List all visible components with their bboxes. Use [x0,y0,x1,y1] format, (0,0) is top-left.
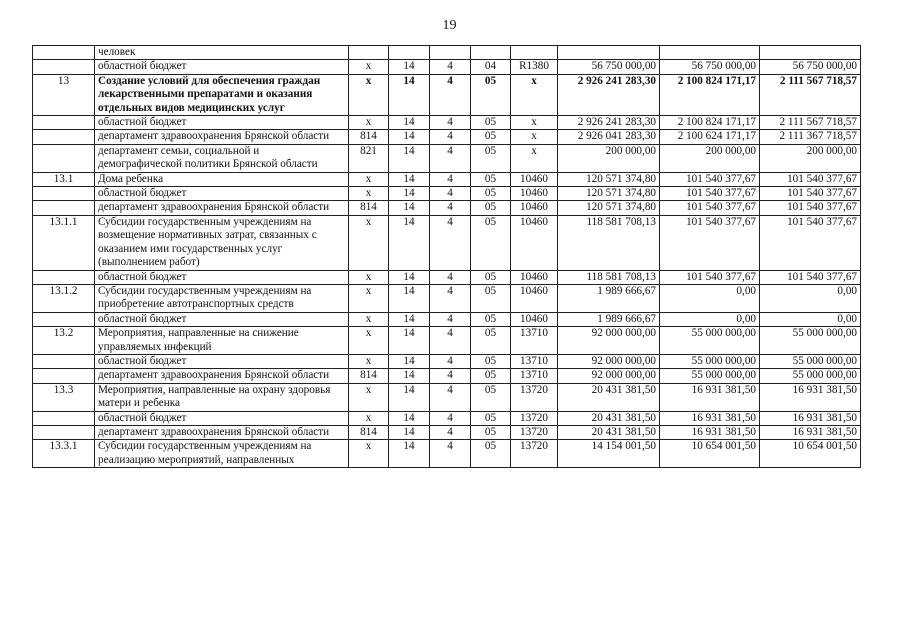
amount-year3-cell: 2 111 567 718,57 [760,116,861,130]
item-name-cell: областной бюджет [95,354,349,368]
item-number-cell [33,60,95,74]
admin-code-cell: 821 [349,144,389,172]
item-name-cell: Мероприятия, направленные на охрану здоровья матери и ребенка [95,383,349,411]
amount-year1-cell: 20 431 381,50 [558,425,660,439]
amount-year2-cell: 101 540 377,67 [660,270,760,284]
amount-year3-cell: 101 540 377,67 [760,201,861,215]
item-name-cell: Субсидии государственным учреждениям на реализацию мероприятий, направленных [95,440,349,468]
direction-code-cell: 10460 [511,187,558,201]
item-number-cell: 13 [33,74,95,115]
event-code-cell: 05 [471,74,511,115]
program-code-cell [389,46,430,60]
admin-code-cell: x [349,116,389,130]
amount-year2-cell: 2 100 624 171,17 [660,130,760,144]
program-code-cell: 14 [389,270,430,284]
table-row [33,369,861,383]
item-name-cell: областной бюджет [95,270,349,284]
program-code-cell: 14 [389,440,430,468]
item-name-cell: человек [95,46,349,60]
item-number-cell [33,270,95,284]
amount-year1-cell: 2 926 041 283,30 [558,130,660,144]
event-code-cell: 05 [471,425,511,439]
amount-year3-cell: 16 931 381,50 [760,411,861,425]
direction-code-cell: x [511,74,558,115]
amount-year1-cell: 2 926 241 283,30 [558,116,660,130]
item-number-cell [33,46,95,60]
program-code-cell: 14 [389,60,430,74]
program-code-cell: 14 [389,425,430,439]
admin-code-cell: x [349,215,389,270]
table-row [33,440,861,468]
amount-year2-cell: 55 000 000,00 [660,354,760,368]
item-number-cell: 13.1.2 [33,284,95,312]
amount-year3-cell: 55 000 000,00 [760,354,861,368]
subprogram-code-cell: 4 [430,60,471,74]
direction-code-cell: 13720 [511,383,558,411]
item-number-cell [33,116,95,130]
amount-year2-cell: 56 750 000,00 [660,60,760,74]
event-code-cell: 05 [471,172,511,186]
direction-code-cell: 10460 [511,312,558,326]
program-code-cell: 14 [389,411,430,425]
amount-year2-cell: 16 931 381,50 [660,411,760,425]
program-code-cell: 14 [389,144,430,172]
event-code-cell [471,46,511,60]
item-number-cell: 13.3.1 [33,440,95,468]
program-code-cell: 14 [389,284,430,312]
item-number-cell [33,354,95,368]
amount-year3-cell: 55 000 000,00 [760,369,861,383]
direction-code-cell: x [511,144,558,172]
subprogram-code-cell: 4 [430,411,471,425]
amount-year1-cell: 92 000 000,00 [558,369,660,383]
amount-year3-cell: 0,00 [760,312,861,326]
program-code-cell: 14 [389,172,430,186]
admin-code-cell: x [349,327,389,355]
subprogram-code-cell: 4 [430,354,471,368]
event-code-cell: 05 [471,270,511,284]
subprogram-code-cell: 4 [430,383,471,411]
item-name-cell: департамент здравоохранения Брянской области [95,130,349,144]
program-code-cell: 14 [389,312,430,326]
item-number-cell [33,312,95,326]
amount-year3-cell: 101 540 377,67 [760,187,861,201]
table-row [33,411,861,425]
table-row [33,144,861,172]
admin-code-cell [349,46,389,60]
direction-code-cell: 10460 [511,172,558,186]
admin-code-cell: x [349,74,389,115]
amount-year1-cell: 118 581 708,13 [558,270,660,284]
program-code-cell: 14 [389,215,430,270]
event-code-cell: 05 [471,215,511,270]
table-row [33,60,861,74]
program-code-cell: 14 [389,74,430,115]
amount-year2-cell: 101 540 377,67 [660,201,760,215]
amount-year1-cell: 20 431 381,50 [558,383,660,411]
table-row [33,116,861,130]
subprogram-code-cell: 4 [430,270,471,284]
program-code-cell: 14 [389,327,430,355]
admin-code-cell: x [349,187,389,201]
amount-year1-cell: 118 581 708,13 [558,215,660,270]
program-code-cell: 14 [389,354,430,368]
event-code-cell: 05 [471,201,511,215]
direction-code-cell: x [511,116,558,130]
item-number-cell: 13.1.1 [33,215,95,270]
admin-code-cell: 814 [349,425,389,439]
item-name-cell: областной бюджет [95,312,349,326]
item-name-cell: департамент здравоохранения Брянской области [95,201,349,215]
subprogram-code-cell: 4 [430,144,471,172]
table-body [33,46,861,468]
event-code-cell: 05 [471,383,511,411]
admin-code-cell: x [349,270,389,284]
amount-year3-cell: 101 540 377,67 [760,215,861,270]
amount-year1-cell: 56 750 000,00 [558,60,660,74]
amount-year1-cell: 120 571 374,80 [558,172,660,186]
direction-code-cell [511,46,558,60]
amount-year1-cell: 120 571 374,80 [558,201,660,215]
amount-year2-cell: 2 100 824 171,17 [660,74,760,115]
budget-table [32,45,861,468]
table-row [33,327,861,355]
admin-code-cell: x [349,383,389,411]
subprogram-code-cell: 4 [430,440,471,468]
admin-code-cell: x [349,284,389,312]
table-row [33,187,861,201]
amount-year3-cell: 200 000,00 [760,144,861,172]
amount-year1-cell: 92 000 000,00 [558,327,660,355]
program-code-cell: 14 [389,116,430,130]
direction-code-cell: 13720 [511,440,558,468]
amount-year3-cell: 10 654 001,50 [760,440,861,468]
admin-code-cell: x [349,440,389,468]
direction-code-cell: 13710 [511,369,558,383]
item-name-cell: областной бюджет [95,411,349,425]
item-number-cell [33,369,95,383]
item-number-cell [33,144,95,172]
event-code-cell: 05 [471,312,511,326]
subprogram-code-cell: 4 [430,74,471,115]
amount-year1-cell: 1 989 666,67 [558,284,660,312]
subprogram-code-cell: 4 [430,425,471,439]
table-row [33,215,861,270]
table-row [33,284,861,312]
admin-code-cell: 814 [349,130,389,144]
amount-year2-cell: 101 540 377,67 [660,172,760,186]
subprogram-code-cell: 4 [430,116,471,130]
table-row [33,172,861,186]
direction-code-cell: 13710 [511,327,558,355]
program-code-cell: 14 [389,201,430,215]
item-name-cell: Субсидии государственным учреждениям на приобретение автотранспортных средств [95,284,349,312]
subprogram-code-cell: 4 [430,187,471,201]
amount-year3-cell: 101 540 377,67 [760,172,861,186]
amount-year2-cell: 101 540 377,67 [660,187,760,201]
amount-year3-cell: 16 931 381,50 [760,383,861,411]
amount-year2-cell: 0,00 [660,312,760,326]
table-row [33,46,861,60]
amount-year3-cell [760,46,861,60]
event-code-cell: 05 [471,144,511,172]
amount-year2-cell: 16 931 381,50 [660,383,760,411]
subprogram-code-cell: 4 [430,215,471,270]
amount-year3-cell: 2 111 367 718,57 [760,130,861,144]
admin-code-cell: x [349,354,389,368]
admin-code-cell: x [349,411,389,425]
subprogram-code-cell [430,46,471,60]
item-name-cell: областной бюджет [95,187,349,201]
amount-year2-cell: 200 000,00 [660,144,760,172]
event-code-cell: 05 [471,369,511,383]
program-code-cell: 14 [389,383,430,411]
admin-code-cell: x [349,312,389,326]
amount-year1-cell: 20 431 381,50 [558,411,660,425]
amount-year3-cell: 0,00 [760,284,861,312]
direction-code-cell: 13710 [511,354,558,368]
direction-code-cell: 10460 [511,270,558,284]
amount-year2-cell: 2 100 824 171,17 [660,116,760,130]
item-name-cell: департамент здравоохранения Брянской области [95,425,349,439]
item-name-cell: областной бюджет [95,60,349,74]
event-code-cell: 05 [471,354,511,368]
amount-year1-cell: 120 571 374,80 [558,187,660,201]
table-row [33,425,861,439]
amount-year3-cell: 101 540 377,67 [760,270,861,284]
direction-code-cell: x [511,130,558,144]
event-code-cell: 05 [471,284,511,312]
event-code-cell: 05 [471,130,511,144]
item-number-cell [33,201,95,215]
table-row [33,130,861,144]
item-number-cell [33,130,95,144]
item-number-cell [33,425,95,439]
direction-code-cell: 10460 [511,284,558,312]
subprogram-code-cell: 4 [430,130,471,144]
amount-year1-cell: 92 000 000,00 [558,354,660,368]
amount-year3-cell: 16 931 381,50 [760,425,861,439]
table-row [33,201,861,215]
item-number-cell: 13.2 [33,327,95,355]
table-row [33,270,861,284]
admin-code-cell: x [349,172,389,186]
direction-code-cell: 13720 [511,425,558,439]
item-name-cell: Субсидии государственным учреждениям на возмещение нормативных затрат, связанных с оказанием ими государственных услуг (выполнением работ) [95,215,349,270]
direction-code-cell: 13720 [511,411,558,425]
amount-year1-cell: 200 000,00 [558,144,660,172]
amount-year1-cell: 2 926 241 283,30 [558,74,660,115]
amount-year3-cell: 56 750 000,00 [760,60,861,74]
amount-year2-cell: 55 000 000,00 [660,369,760,383]
direction-code-cell: 10460 [511,215,558,270]
table-row [33,383,861,411]
table-row [33,312,861,326]
admin-code-cell: 814 [349,369,389,383]
item-number-cell: 13.3 [33,383,95,411]
subprogram-code-cell: 4 [430,327,471,355]
item-number-cell [33,187,95,201]
amount-year3-cell: 2 111 567 718,57 [760,74,861,115]
event-code-cell: 05 [471,440,511,468]
program-code-cell: 14 [389,187,430,201]
event-code-cell: 05 [471,116,511,130]
subprogram-code-cell: 4 [430,369,471,383]
item-name-cell: Мероприятия, направленные на снижение управляемых инфекций [95,327,349,355]
item-number-cell [33,411,95,425]
subprogram-code-cell: 4 [430,172,471,186]
page-number: 19 [442,18,457,33]
table-row [33,74,861,115]
amount-year2-cell: 0,00 [660,284,760,312]
item-name-cell: Создание условий для обеспечения граждан лекарственными препаратами и оказания отдельных видов медицинских услуг [95,74,349,115]
amount-year2-cell: 16 931 381,50 [660,425,760,439]
amount-year2-cell [660,46,760,60]
direction-code-cell: 10460 [511,201,558,215]
amount-year1-cell [558,46,660,60]
amount-year2-cell: 101 540 377,67 [660,215,760,270]
amount-year2-cell: 55 000 000,00 [660,327,760,355]
event-code-cell: 04 [471,60,511,74]
amount-year1-cell: 14 154 001,50 [558,440,660,468]
subprogram-code-cell: 4 [430,201,471,215]
amount-year2-cell: 10 654 001,50 [660,440,760,468]
event-code-cell: 05 [471,411,511,425]
direction-code-cell: R1380 [511,60,558,74]
event-code-cell: 05 [471,187,511,201]
item-name-cell: департамент здравоохранения Брянской области [95,369,349,383]
amount-year3-cell: 55 000 000,00 [760,327,861,355]
admin-code-cell: 814 [349,201,389,215]
amount-year1-cell: 1 989 666,67 [558,312,660,326]
program-code-cell: 14 [389,369,430,383]
item-number-cell: 13.1 [33,172,95,186]
admin-code-cell: x [349,60,389,74]
item-name-cell: департамент семьи, социальной и демографической политики Брянской области [95,144,349,172]
event-code-cell: 05 [471,327,511,355]
subprogram-code-cell: 4 [430,284,471,312]
subprogram-code-cell: 4 [430,312,471,326]
item-name-cell: Дома ребенка [95,172,349,186]
item-name-cell: областной бюджет [95,116,349,130]
program-code-cell: 14 [389,130,430,144]
table-row [33,354,861,368]
